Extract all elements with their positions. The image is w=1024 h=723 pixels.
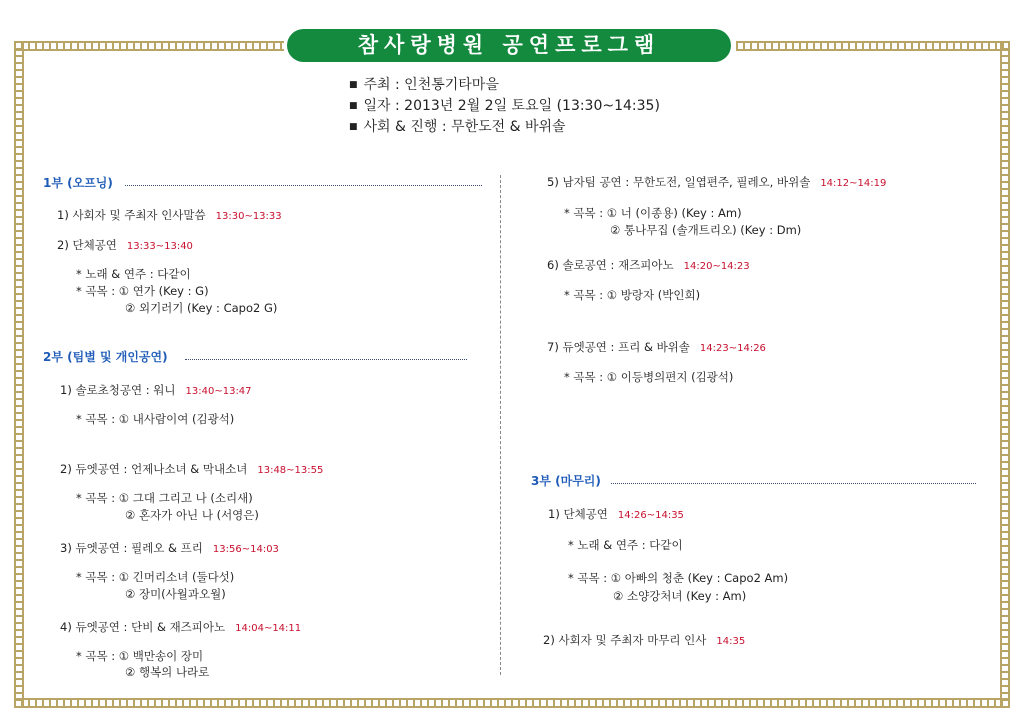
section-2-leader (185, 359, 467, 360)
item-text: 7) 듀엣공연 : 프리 & 바위솔 (547, 340, 690, 354)
item-time: 13:40~13:47 (185, 386, 252, 397)
item-time: 13:56~14:03 (212, 544, 279, 555)
program-item (57, 207, 282, 223)
right-border (1000, 41, 1010, 708)
info-host: ■ 주최 : 인천통기타마을 (349, 76, 660, 97)
item-detail: ② 외기러기 (Key : Capo2 G) (125, 301, 278, 315)
item-time: 13:30~13:33 (215, 211, 282, 222)
top-border-left (14, 41, 284, 51)
top-border-right (736, 41, 1010, 51)
item-detail: ② 혼자가 아닌 나 (서영은) (125, 508, 259, 522)
item-time: 13:48~13:55 (257, 465, 324, 476)
item-text: 2) 사회자 및 주최자 마무리 인사 (543, 633, 707, 647)
info-date: ■ 일자 : 2013년 2월 2일 토요일 (13:30~14:35) (349, 97, 660, 118)
item-time: 14:35 (716, 636, 746, 647)
item-detail: * 곡목 : ① 내사람이여 (김광석) (76, 412, 235, 426)
program-item (543, 632, 745, 648)
item-time: 14:12~14:19 (820, 178, 887, 189)
left-border (14, 41, 24, 708)
program-item (547, 257, 750, 273)
item-text: 2) 단체공연 (57, 238, 117, 252)
item-text: 1) 사회자 및 주최자 인사말씀 (57, 208, 206, 222)
item-text: 5) 남자팀 공연 : 무한도전, 일엽편주, 필레오, 바위솔 (547, 175, 811, 189)
item-detail: * 곡목 : ① 아빠의 청춘 (Key : Capo2 Am) (568, 571, 789, 585)
item-detail: * 노래 & 연주 : 다같이 (568, 538, 683, 552)
page-title: 참사랑병원 공연프로그램 (287, 29, 731, 62)
item-detail: * 곡목 : ① 긴머리소녀 (둘다섯) (76, 570, 235, 584)
program-item (60, 382, 252, 398)
item-detail: ② 통나무집 (솔개트리오) (Key : Dm) (610, 223, 802, 237)
program-item (547, 339, 766, 355)
item-text: 1) 단체공연 (548, 507, 608, 521)
item-detail: * 곡목 : ① 연가 (Key : G) (76, 284, 209, 298)
program-item (57, 237, 193, 253)
item-time: 14:20~14:23 (683, 261, 750, 272)
program-item (548, 506, 684, 522)
item-text: 1) 솔로초청공연 : 워니 (60, 383, 176, 397)
info-mc: ■ 사회 & 진행 : 무한도전 & 바위솔 (349, 118, 660, 139)
program-item (60, 619, 301, 635)
item-time: 13:33~13:40 (126, 241, 193, 252)
item-detail: * 곡목 : ① 이등병의편지 (김광석) (564, 370, 734, 384)
column-divider (500, 175, 501, 675)
item-text: 4) 듀엣공연 : 단비 & 재즈피아노 (60, 620, 226, 634)
item-detail: ② 장미(사월과오월) (125, 587, 226, 601)
item-detail: * 곡목 : ① 백만송이 장미 (76, 649, 204, 663)
item-detail: * 곡목 : ① 그대 그리고 나 (소리새) (76, 491, 253, 505)
item-detail: ② 행복의 나라로 (125, 665, 210, 679)
program-item (60, 461, 323, 477)
item-time: 14:26~14:35 (617, 510, 684, 521)
section-3-title: 3부 (마무리) (531, 474, 601, 488)
item-detail: * 곡목 : ① 너 (이종용) (Key : Am) (564, 206, 742, 220)
item-detail: * 곡목 : ① 방랑자 (박인희) (564, 288, 701, 302)
section-3-leader (611, 483, 976, 484)
item-text: 3) 듀엣공연 : 필레오 & 프리 (60, 541, 203, 555)
bottom-border (14, 698, 1010, 708)
program-item (60, 540, 279, 556)
item-time: 14:04~14:11 (235, 623, 302, 634)
item-detail: * 노래 & 연주 : 다같이 (76, 267, 191, 281)
event-info (349, 76, 660, 139)
item-time: 14:23~14:26 (699, 343, 766, 354)
item-text: 6) 솔로공연 : 재즈피아노 (547, 258, 674, 272)
section-1-leader (125, 185, 482, 186)
section-2-title: 2부 (팀별 및 개인공연) (43, 350, 168, 364)
item-text: 2) 듀엣공연 : 언제나소녀 & 막내소녀 (60, 462, 248, 476)
item-detail: ② 소양강처녀 (Key : Am) (613, 589, 747, 603)
program-item (547, 174, 886, 190)
section-1-title: 1부 (오프닝) (43, 176, 113, 190)
